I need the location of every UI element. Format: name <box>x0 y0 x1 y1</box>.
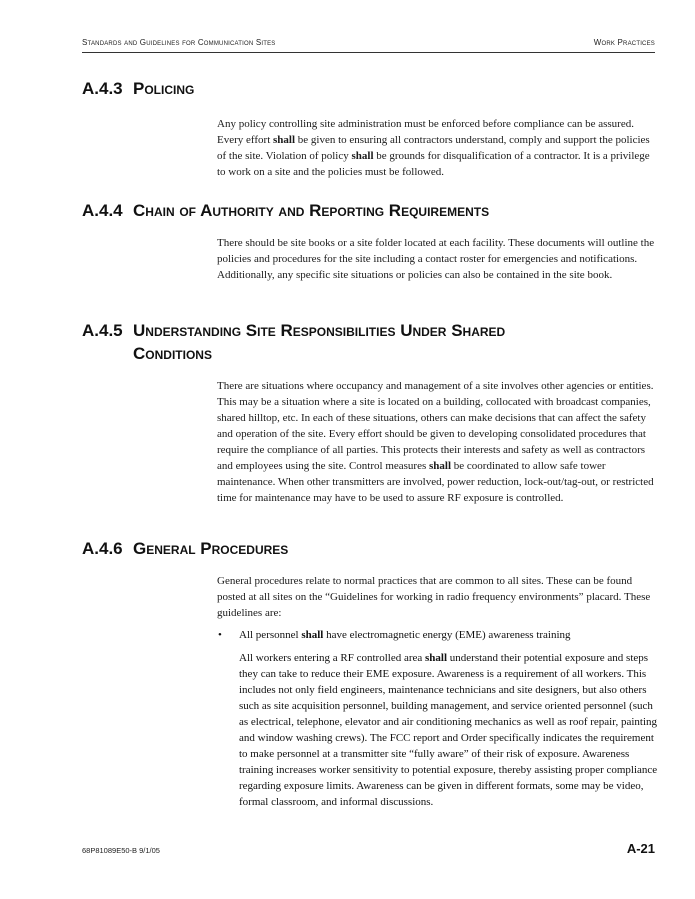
header-divider <box>82 52 655 53</box>
section-heading-chain-of-authority <box>82 200 642 222</box>
emphasis-shall: shall <box>301 629 324 641</box>
paragraph-eme-awareness <box>239 650 659 810</box>
text-run: Any policy controlling site administration must be enforced before compliance can be assured. Every effort <box>217 118 634 146</box>
running-header-section: Work Practices <box>593 38 655 47</box>
section-heading-general-procedures <box>82 538 642 560</box>
text-run: have electromagnetic energy (EME) awareness training <box>323 629 571 641</box>
emphasis-shall: shall <box>429 460 452 472</box>
paragraph-shared-conditions <box>217 378 657 506</box>
text-run: be given to ensuring all contractors understand, comply and support the policies of the site. Violation of policy <box>217 134 650 162</box>
emphasis-shall: shall <box>273 134 296 146</box>
text-run: All workers entering a RF controlled area <box>239 652 426 664</box>
section-title: Chain of Authority and Reporting Requirements <box>133 201 490 220</box>
page-number: A-21 <box>626 841 655 856</box>
emphasis-shall: shall <box>425 652 448 664</box>
paragraph-policing <box>217 116 657 180</box>
section-title-line2: Conditions <box>133 344 212 363</box>
section-title: General Procedures <box>133 539 289 558</box>
text-run: be grounds for disqualification of a contractor. It is a privilege to work on a site and the policies must be followed. <box>217 150 650 178</box>
running-header-title: Standards and Guidelines for Communication Sites <box>82 38 276 47</box>
paragraph-chain-of-authority: There should be site books or a site folder located at each facility. These documents will outline the policies and procedures for the site including a contact roster for emergencies and notifications. Additionally, any specific site situations or policies can also be contained in the site book. <box>217 237 655 281</box>
text-run: All personnel <box>239 629 302 641</box>
section-number: A.4.5 <box>82 321 123 340</box>
bullet-item-eme-training <box>239 627 659 643</box>
section-title-line1: Understanding Site Responsibilities Under Shared <box>133 321 506 340</box>
emphasis-shall: shall <box>351 150 374 162</box>
text-run: There are situations where occupancy and management of a site involves other agencies or entities. This may be a situation where a site is located on a building, collocated with broadcast companies, shared hilltop, etc. In each of these situations, others can make decisions that can affect the safety and operation of the site. Every effort should be given to developing consolidated procedures that require the compliance of all parties. This protects their interests and safety as well as contractors and employees using the site. Control measures <box>217 380 654 472</box>
section-title: Policing <box>133 79 195 98</box>
paragraph-general-procedures: General procedures relate to normal practices that are common to all sites. These can be found posted at all sites on the “Guidelines for working in radio frequency environments” placard. These guidelines are: <box>217 575 651 619</box>
section-heading-policing <box>82 78 642 100</box>
section-number: A.4.4 <box>82 201 123 220</box>
text-run: be coordinated to allow safe tower maintenance. When other transmitters are involved, power reduction, lock-out/tag-out, or restricted time for maintenance may have to be used to assure RF exposure is controlled. <box>217 460 654 504</box>
text-run: understand their potential exposure and steps they can take to reduce their EME exposure. Awareness is a requirement of all workers. This includes not only field engineers, maintenance technicians and site designers, but also others such as site acquisition personnel, building management, and service oriented personnel (such as electrical, telephone, elevator and air conditioning mechanics as well as roof repair, painting and window washing crews). The FCC report and Order specifically indicates the requirement to make personnel at a transmitter site “fully aware” of their risk of exposure. Awareness training increases worker sensitivity to potential exposure, thereby assisting proper compliance regarding exposure limits. Awareness can be given in different formats, some may be video, formal classroom, and informal discussions. <box>239 652 658 808</box>
section-number: A.4.3 <box>82 79 123 98</box>
section-heading-shared-conditions <box>82 320 642 342</box>
section-number: A.4.6 <box>82 539 123 558</box>
document-id-date: 68P81089E50-B 9/1/05 <box>82 846 160 855</box>
bullet-marker: • <box>218 629 222 641</box>
